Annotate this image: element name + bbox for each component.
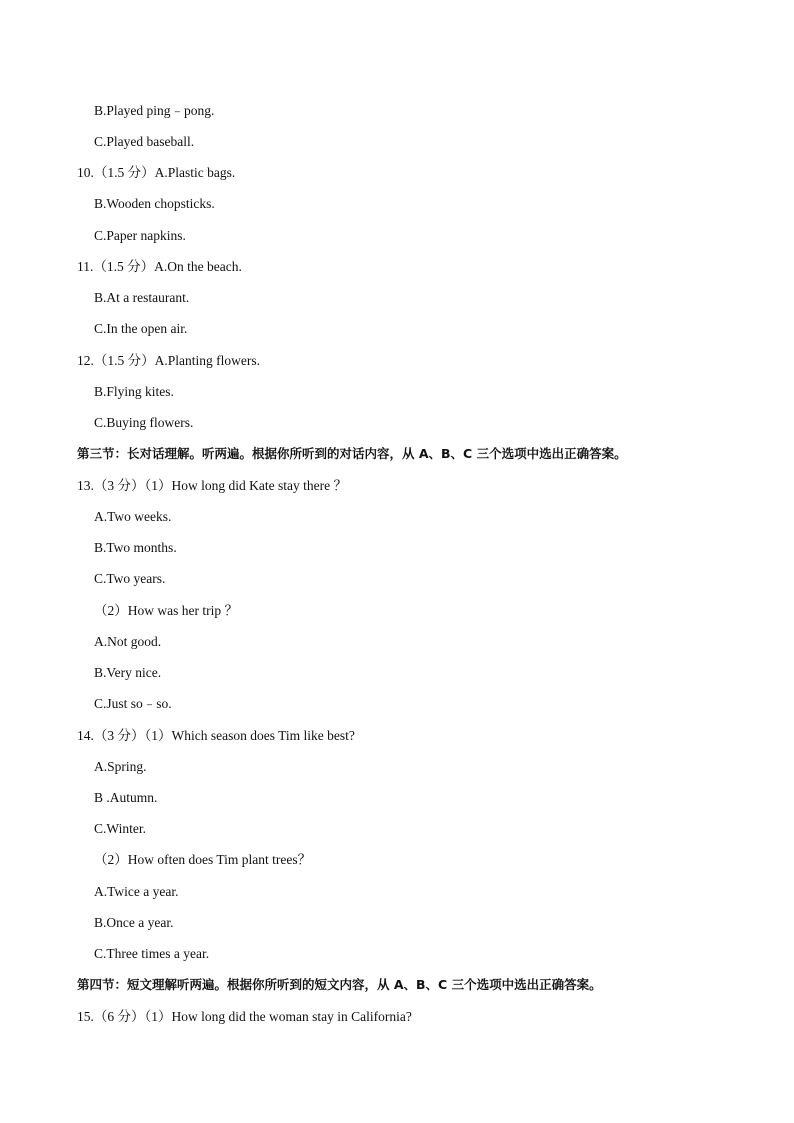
question-line: 14.（3 分）（1）Which season does Tim like best? (77, 728, 355, 743)
option-line: C.Paper napkins. (94, 228, 186, 243)
option-line: B.Wooden chopsticks. (94, 196, 215, 211)
subquestion-line: （2）How was her trip ？ (94, 603, 238, 618)
option-line: C.Buying flowers. (94, 415, 194, 430)
option-line: A.Two weeks. (94, 509, 172, 524)
option-line: B.Very nice. (94, 665, 162, 680)
option-line: C.Two years. (94, 571, 166, 586)
option-line: A.Spring. (94, 759, 147, 774)
option-line: A.Not good. (94, 634, 162, 649)
option-line: A.Twice a year. (94, 884, 179, 899)
option-line: B.Once a year. (94, 915, 174, 930)
question-line: 13.（3 分）（1）How long did Kate stay there ？ (77, 478, 347, 493)
option-line: C.In the open air. (94, 321, 188, 336)
question-line: 10.（1.5 分）A.Plastic bags. (77, 165, 236, 180)
question-line: 15.（6 分）（1）How long did the woman stay in California? (77, 1009, 412, 1024)
option-line: C.Just so﹣so. (94, 696, 172, 711)
option-line: B.Two months. (94, 540, 177, 555)
option-line: B.Played ping﹣pong. (94, 103, 215, 118)
section-heading: 第三节：长对话理解。听两遍。根据你所听到的对话内容，从 A、B、C 三个选项中选出正确答案。 (77, 446, 627, 461)
option-line: B.Flying kites. (94, 384, 174, 399)
option-line: B .Autumn. (94, 790, 158, 805)
option-line: C.Three times a year. (94, 946, 210, 961)
question-line: 12.（1.5 分）A.Planting flowers. (77, 353, 260, 368)
option-line: B.At a restaurant. (94, 290, 190, 305)
option-line: C.Played baseball. (94, 134, 195, 149)
option-line: C.Winter. (94, 821, 146, 836)
subquestion-line: （2）How often does Tim plant trees？ (94, 852, 312, 867)
section-heading: 第四节：短文理解听两遍。根据你所听到的短文内容，从 A、B、C 三个选项中选出正确答案。 (77, 977, 602, 992)
question-line: 11.（1.5 分）A.On the beach. (77, 259, 242, 274)
